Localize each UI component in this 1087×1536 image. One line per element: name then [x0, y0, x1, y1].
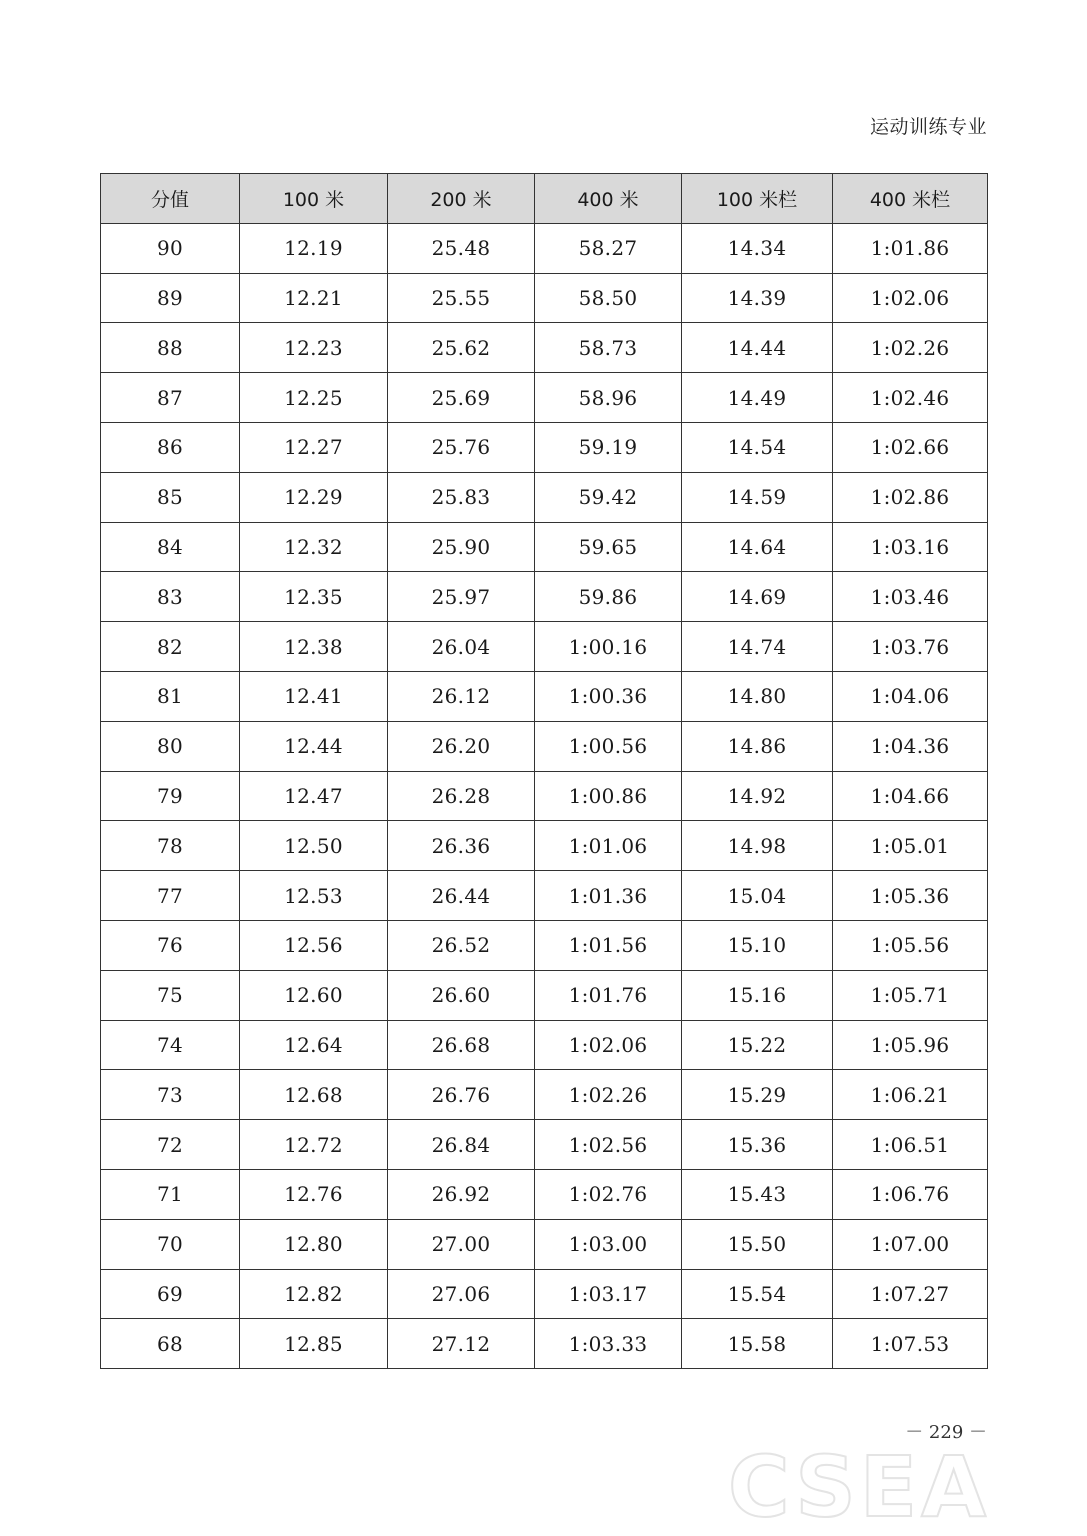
400m-hurdles-cell: 1:01.86 [833, 223, 988, 273]
score-cell: 85 [101, 472, 240, 522]
table-row [101, 223, 988, 273]
400m-hurdles-cell: 1:02.66 [833, 422, 988, 472]
table-row [101, 422, 988, 472]
table-row [101, 671, 988, 721]
table-row [101, 323, 988, 373]
score-cell: 90 [101, 223, 240, 273]
table-body [101, 223, 988, 1368]
100m-cell: 12.50 [240, 821, 388, 871]
score-cell: 76 [101, 920, 240, 970]
table-row [101, 572, 988, 622]
400m-cell: 1:02.56 [535, 1120, 682, 1170]
200m-cell: 26.76 [388, 1070, 535, 1120]
score-cell: 82 [101, 622, 240, 672]
400m-hurdles-cell: 1:04.66 [833, 771, 988, 821]
table-row [101, 273, 988, 323]
400m-cell: 1:01.56 [535, 920, 682, 970]
table-row [101, 721, 988, 771]
100m-cell: 12.32 [240, 522, 388, 572]
200m-cell: 26.44 [388, 871, 535, 921]
200m-cell: 26.92 [388, 1169, 535, 1219]
200m-cell: 25.83 [388, 472, 535, 522]
score-cell: 87 [101, 373, 240, 423]
100m-cell: 12.41 [240, 671, 388, 721]
100m-hurdles-cell: 14.98 [682, 821, 833, 871]
400m-hurdles-cell: 1:03.16 [833, 522, 988, 572]
100m-cell: 12.53 [240, 871, 388, 921]
100m-hurdles-cell: 15.29 [682, 1070, 833, 1120]
score-cell: 81 [101, 671, 240, 721]
score-cell: 74 [101, 1020, 240, 1070]
table-row [101, 970, 988, 1020]
score-cell: 72 [101, 1120, 240, 1170]
400m-hurdles-cell: 1:02.26 [833, 323, 988, 373]
400m-hurdles-cell: 1:05.36 [833, 871, 988, 921]
200m-cell: 26.68 [388, 1020, 535, 1070]
400m-cell: 59.65 [535, 522, 682, 572]
400m-hurdles-cell: 1:05.01 [833, 821, 988, 871]
100m-hurdles-cell: 14.86 [682, 721, 833, 771]
score-cell: 86 [101, 422, 240, 472]
100m-cell: 12.29 [240, 472, 388, 522]
400m-hurdles-cell: 1:06.21 [833, 1070, 988, 1120]
100m-hurdles-cell: 14.92 [682, 771, 833, 821]
400m-cell: 59.86 [535, 572, 682, 622]
score-cell: 79 [101, 771, 240, 821]
400m-cell: 58.96 [535, 373, 682, 423]
score-cell: 73 [101, 1070, 240, 1120]
200m-cell: 26.60 [388, 970, 535, 1020]
table-row [101, 373, 988, 423]
200m-cell: 26.36 [388, 821, 535, 871]
table-row [101, 1020, 988, 1070]
400m-cell: 58.73 [535, 323, 682, 373]
400m-cell: 1:02.26 [535, 1070, 682, 1120]
100m-hurdles-cell: 14.39 [682, 273, 833, 323]
score-cell: 69 [101, 1269, 240, 1319]
100m-cell: 12.56 [240, 920, 388, 970]
score-cell: 68 [101, 1319, 240, 1369]
100m-hurdles-cell: 15.04 [682, 871, 833, 921]
400m-hurdles-cell: 1:06.76 [833, 1169, 988, 1219]
table-row [101, 1219, 988, 1269]
100m-cell: 12.21 [240, 273, 388, 323]
table-row [101, 920, 988, 970]
table-row [101, 522, 988, 572]
100m-hurdles-cell: 14.74 [682, 622, 833, 672]
column-header-100m-hurdles: 100 米栏 [682, 174, 833, 224]
200m-cell: 27.12 [388, 1319, 535, 1369]
100m-hurdles-cell: 14.49 [682, 373, 833, 423]
score-cell: 78 [101, 821, 240, 871]
100m-cell: 12.64 [240, 1020, 388, 1070]
200m-cell: 26.12 [388, 671, 535, 721]
100m-hurdles-cell: 15.54 [682, 1269, 833, 1319]
400m-hurdles-cell: 1:02.86 [833, 472, 988, 522]
100m-cell: 12.25 [240, 373, 388, 423]
page-header-title: 运动训练专业 [869, 116, 987, 138]
400m-cell: 59.19 [535, 422, 682, 472]
100m-hurdles-cell: 14.44 [682, 323, 833, 373]
200m-cell: 25.97 [388, 572, 535, 622]
400m-hurdles-cell: 1:07.00 [833, 1219, 988, 1269]
200m-cell: 26.04 [388, 622, 535, 672]
400m-hurdles-cell: 1:05.96 [833, 1020, 988, 1070]
400m-cell: 58.50 [535, 273, 682, 323]
score-cell: 71 [101, 1169, 240, 1219]
table-row [101, 1120, 988, 1170]
100m-cell: 12.27 [240, 422, 388, 472]
400m-hurdles-cell: 1:04.36 [833, 721, 988, 771]
table-row [101, 1070, 988, 1120]
100m-hurdles-cell: 14.64 [682, 522, 833, 572]
score-cell: 75 [101, 970, 240, 1020]
200m-cell: 27.00 [388, 1219, 535, 1269]
400m-hurdles-cell: 1:03.46 [833, 572, 988, 622]
200m-cell: 26.20 [388, 721, 535, 771]
table-row [101, 472, 988, 522]
100m-cell: 12.72 [240, 1120, 388, 1170]
400m-hurdles-cell: 1:07.53 [833, 1319, 988, 1369]
100m-cell: 12.35 [240, 572, 388, 622]
400m-hurdles-cell: 1:03.76 [833, 622, 988, 672]
table-row [101, 771, 988, 821]
400m-cell: 59.42 [535, 472, 682, 522]
100m-hurdles-cell: 14.80 [682, 671, 833, 721]
100m-hurdles-cell: 14.54 [682, 422, 833, 472]
400m-hurdles-cell: 1:02.06 [833, 273, 988, 323]
column-header-400m-hurdles: 400 米栏 [833, 174, 988, 224]
400m-cell: 1:03.17 [535, 1269, 682, 1319]
400m-cell: 1:00.16 [535, 622, 682, 672]
100m-cell: 12.76 [240, 1169, 388, 1219]
400m-hurdles-cell: 1:02.46 [833, 373, 988, 423]
400m-cell: 1:01.36 [535, 871, 682, 921]
200m-cell: 25.62 [388, 323, 535, 373]
100m-hurdles-cell: 15.22 [682, 1020, 833, 1070]
score-cell: 89 [101, 273, 240, 323]
100m-hurdles-cell: 15.58 [682, 1319, 833, 1369]
table-row [101, 821, 988, 871]
100m-cell: 12.38 [240, 622, 388, 672]
100m-cell: 12.44 [240, 721, 388, 771]
200m-cell: 25.76 [388, 422, 535, 472]
400m-hurdles-cell: 1:07.27 [833, 1269, 988, 1319]
100m-hurdles-cell: 14.69 [682, 572, 833, 622]
200m-cell: 26.28 [388, 771, 535, 821]
100m-hurdles-cell: 15.36 [682, 1120, 833, 1170]
400m-hurdles-cell: 1:05.56 [833, 920, 988, 970]
400m-cell: 1:00.56 [535, 721, 682, 771]
400m-cell: 1:02.76 [535, 1169, 682, 1219]
400m-cell: 1:01.76 [535, 970, 682, 1020]
column-header-200m: 200 米 [388, 174, 535, 224]
column-header-100m: 100 米 [240, 174, 388, 224]
score-cell: 83 [101, 572, 240, 622]
csea-watermark: CSEA [728, 1438, 991, 1536]
score-table [100, 173, 988, 1369]
table-row [101, 1169, 988, 1219]
table-row [101, 1319, 988, 1369]
400m-hurdles-cell: 1:04.06 [833, 671, 988, 721]
100m-cell: 12.68 [240, 1070, 388, 1120]
100m-hurdles-cell: 14.59 [682, 472, 833, 522]
400m-cell: 1:00.36 [535, 671, 682, 721]
400m-cell: 58.27 [535, 223, 682, 273]
400m-cell: 1:03.00 [535, 1219, 682, 1269]
table-header-row [101, 174, 988, 224]
200m-cell: 25.69 [388, 373, 535, 423]
score-cell: 80 [101, 721, 240, 771]
100m-hurdles-cell: 15.10 [682, 920, 833, 970]
100m-cell: 12.19 [240, 223, 388, 273]
200m-cell: 25.48 [388, 223, 535, 273]
400m-hurdles-cell: 1:06.51 [833, 1120, 988, 1170]
200m-cell: 26.84 [388, 1120, 535, 1170]
score-cell: 88 [101, 323, 240, 373]
200m-cell: 25.90 [388, 522, 535, 572]
score-cell: 77 [101, 871, 240, 921]
400m-cell: 1:02.06 [535, 1020, 682, 1070]
100m-hurdles-cell: 15.16 [682, 970, 833, 1020]
100m-cell: 12.80 [240, 1219, 388, 1269]
100m-cell: 12.47 [240, 771, 388, 821]
100m-cell: 12.23 [240, 323, 388, 373]
100m-cell: 12.60 [240, 970, 388, 1020]
400m-cell: 1:03.33 [535, 1319, 682, 1369]
table-row [101, 1269, 988, 1319]
column-header-score: 分值 [101, 174, 240, 224]
200m-cell: 26.52 [388, 920, 535, 970]
100m-cell: 12.85 [240, 1319, 388, 1369]
200m-cell: 27.06 [388, 1269, 535, 1319]
400m-hurdles-cell: 1:05.71 [833, 970, 988, 1020]
column-header-400m: 400 米 [535, 174, 682, 224]
table-row [101, 871, 988, 921]
400m-cell: 1:01.06 [535, 821, 682, 871]
400m-cell: 1:00.86 [535, 771, 682, 821]
100m-hurdles-cell: 14.34 [682, 223, 833, 273]
100m-hurdles-cell: 15.50 [682, 1219, 833, 1269]
100m-hurdles-cell: 15.43 [682, 1169, 833, 1219]
table-row [101, 622, 988, 672]
100m-cell: 12.82 [240, 1269, 388, 1319]
score-cell: 84 [101, 522, 240, 572]
score-cell: 70 [101, 1219, 240, 1269]
200m-cell: 25.55 [388, 273, 535, 323]
page-number: － 229 － [905, 1422, 987, 1443]
